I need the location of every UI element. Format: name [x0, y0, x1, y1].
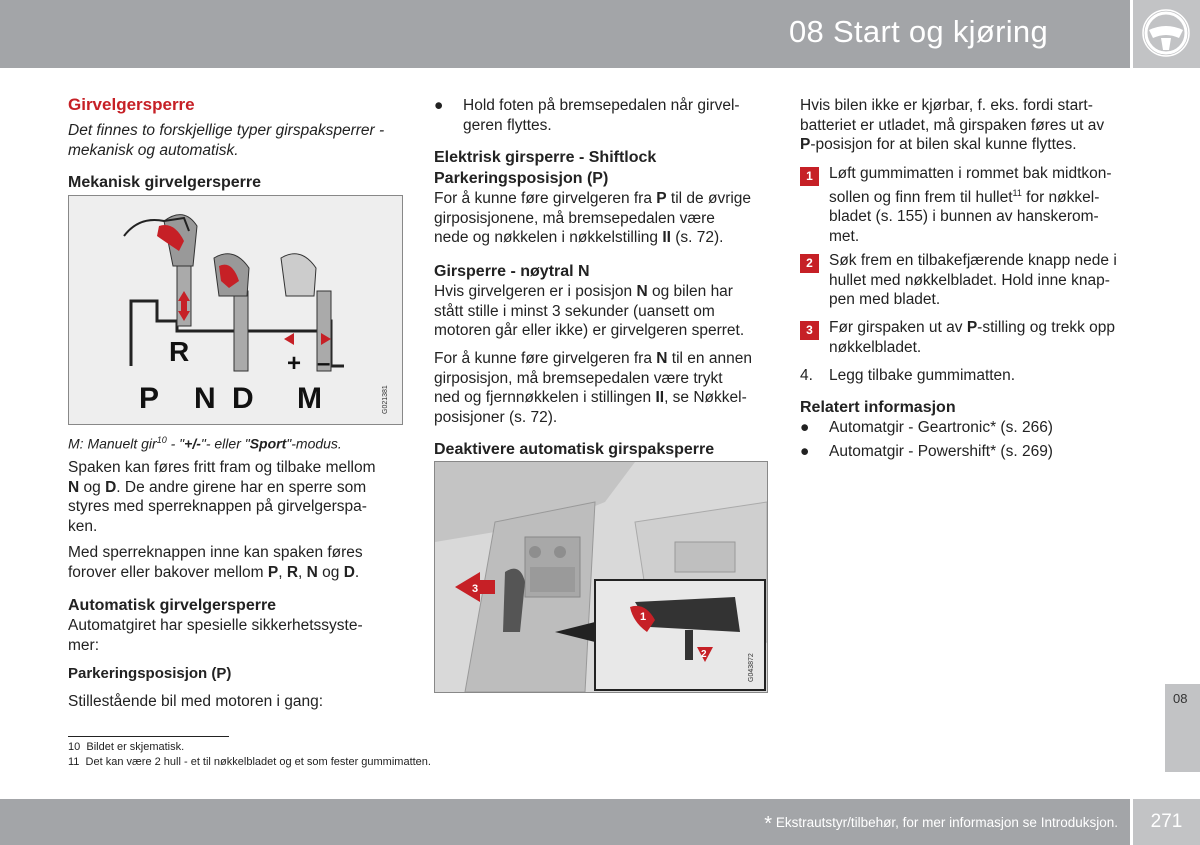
chapter-tab-label: 08 [1173, 691, 1188, 706]
intro-text: Hvis bilen ikke er kjørbar, f. eks. fordi start- batteriet er utladet, må girspaken føres ut av P-posisjon for at bilen skal kunne flyttes. [800, 97, 1105, 154]
footnote: 11 Det kan være 2 hull - et til nøkkelbladet og et som fester gummimatten. [68, 756, 431, 768]
gate-minus-label: – [317, 350, 331, 377]
shiftlock-subheading: Parkeringsposisjon (P) [434, 170, 609, 187]
intro-text: Det finnes to forskjellige typer girspaksperrer - mekanisk og automatisk. [68, 122, 385, 159]
shiftlock-heading: Elektrisk girsperre - Shiftlock [434, 149, 657, 166]
auto-heading: Automatisk girvelgersperre [68, 597, 277, 614]
step-4: 4. Legg tilbake gummimatten. [800, 367, 1016, 384]
gate-plus-label: + [287, 350, 302, 377]
list-item: ● Hold foten på bremsepedalen når girvel- geren flyttes. [434, 97, 740, 134]
step-1: 1 Løft gummimatten i rommet bak midtkon- sollen og finn frem til hullet$^{11}$ for nøkkel- bladet (s. 155) i bunnen av hanskerom- met. [800, 164, 1140, 247]
step-number: 3 [800, 321, 819, 340]
marker-1: 1 [640, 611, 647, 623]
step-2: 2 Søk frem en tilbakefjærende knapp nede i hullet med nøkkelbladet. Hold inne knap- pen med bladet. [800, 251, 1140, 310]
related-link[interactable]: ● Automatgir - Powershift* (s. 269) [800, 443, 1053, 460]
chapter-title: 08 Start og kjøring [789, 14, 1048, 49]
paragraph-2: Med sperreknappen inne kan spaken føres forover eller bakover mellom P, R, N og D. [68, 544, 363, 581]
neutral-text-1: Hvis girvelgeren er i posisjon N og bilen har stått stille i minst 3 sekunder (uansett om motoren går eller ikke) er girvelgeren sperret. [434, 283, 745, 340]
console-illustration [435, 462, 767, 692]
section-heading: Girvelgersperre [68, 95, 195, 114]
gear-p-label: P [139, 382, 160, 415]
mech-heading: Mekanisk girvelgersperre [68, 174, 261, 191]
page-header [0, 0, 1130, 68]
step-number: 4. [800, 367, 813, 384]
gear-gate-diagram [69, 196, 402, 424]
console-photo [434, 461, 768, 693]
header-icon-box [1133, 0, 1200, 68]
figure-caption: M: Manuelt gir$^{10}$ - "+/-"- eller "Sport"-modus. [68, 435, 342, 452]
deactivate-heading: Deaktivere automatisk girspaksperre [434, 441, 715, 458]
gear-d-label: D [232, 382, 254, 415]
step-number: 1 [800, 167, 819, 186]
park-heading: Parkeringsposisjon (P) [68, 665, 232, 682]
footnote-divider [68, 736, 229, 737]
gear-gate-figure [68, 195, 403, 425]
neutral-heading: Girsperre - nøytral N [434, 263, 590, 280]
footnote: 10 Bildet er skjematisk. [68, 741, 185, 753]
chapter-tab [1165, 684, 1200, 772]
marker-2: 2 [701, 649, 707, 660]
step-number: 2 [800, 254, 819, 273]
step-3: 3 Før girspaken ut av P-stilling og trekk opp nøkkelbladet. [800, 318, 1140, 357]
shiftlock-text: For å kunne føre girvelgeren fra P til de øvrige girposisjonene, må bremsepedalen være nede og nøkkelen i nøkkelstilling II (s. 72). [434, 190, 752, 247]
figure-id: G021381 [382, 385, 389, 414]
gear-m-label: M [297, 382, 322, 415]
page-number: 271 [1150, 811, 1183, 832]
park-text: Stillestående bil med motoren i gang: [68, 693, 324, 710]
related-link[interactable]: ● Automatgir - Geartronic* (s. 266) [800, 419, 1053, 436]
steering-wheel-icon [1133, 0, 1200, 68]
auto-text: Automatgiret har spesielle sikkerhetssyste- mer: [68, 617, 363, 654]
figure-id: G043872 [748, 653, 755, 682]
related-heading: Relatert informasjon [800, 399, 956, 416]
gate-r-label: R [169, 336, 190, 367]
neutral-text-2: For å kunne føre girvelgeren fra N til en annen girposisjon, må bremsepedalen være trykt ned og fjernnøkkelen i stillingen II, se Nøkkel- posisjoner (s. 72). [434, 350, 752, 426]
marker-3: 3 [472, 583, 479, 595]
gear-n-label: N [194, 382, 216, 415]
footer-note: * Ekstrautstyr/tilbehør, for mer informasjon se Introduksjon. [764, 813, 1118, 835]
paragraph-1: Spaken kan føres fritt fram og tilbake mellom N og D. De andre girene har en sperre som styres med sperreknappen på girvelgerspa- ken. [68, 459, 376, 535]
